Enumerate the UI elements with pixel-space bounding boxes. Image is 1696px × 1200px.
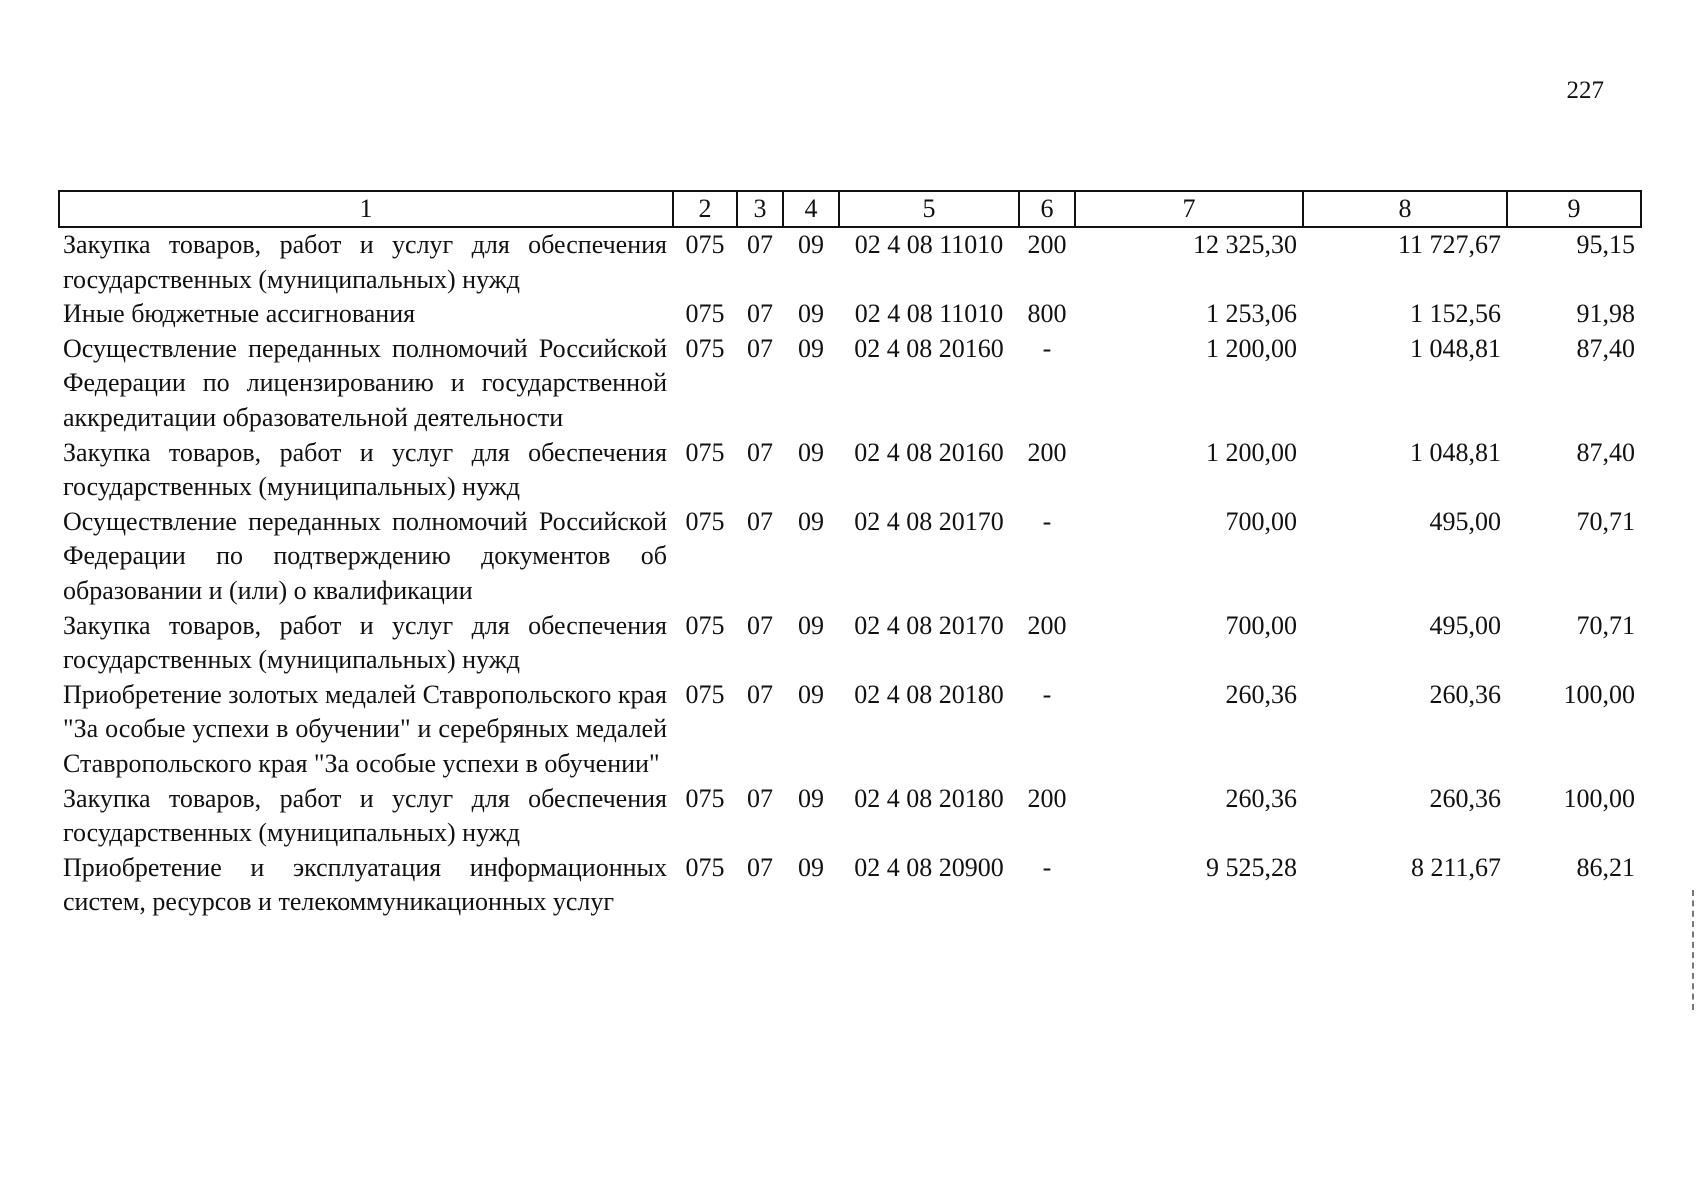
value-cell-7: 1 200,00 — [1206, 333, 1297, 363]
row-name-cell: Закупка товаров, работ и услуг для обеспечения государственных (муниципальных) нужд — [63, 783, 667, 848]
value-cell-9: 70,71 — [1576, 610, 1635, 640]
code-cell-6: - — [1042, 852, 1052, 882]
code-cell-6: - — [1042, 506, 1052, 536]
code-cell-2: 075 — [685, 610, 725, 640]
value-cell-8: 495,00 — [1429, 506, 1501, 536]
code-cell-4: 09 — [798, 230, 824, 259]
code-cell-3: 07 — [747, 506, 773, 536]
row-name-cell: Приобретение и эксплуатация информационных систем, ресурсов и телекоммуникационных услуг — [63, 852, 667, 917]
table-row — [59, 678, 1641, 782]
column-header-6: 6 — [1019, 191, 1075, 227]
code-cell-5: 02 4 08 11010 — [854, 230, 1004, 259]
value-cell-9: 100,00 — [1563, 783, 1635, 813]
table-row — [59, 505, 1641, 609]
code-cell-3: 07 — [747, 230, 773, 259]
value-cell-9: 70,71 — [1576, 506, 1635, 536]
table-row — [59, 782, 1641, 851]
column-header-3: 3 — [737, 191, 783, 227]
value-cell-9: 86,21 — [1576, 852, 1635, 882]
table-row — [59, 297, 1641, 332]
code-cell-3: 07 — [747, 783, 773, 813]
value-cell-9: 87,40 — [1576, 333, 1635, 363]
value-cell-8: 11 727,67 — [1397, 230, 1501, 259]
row-name-cell: Закупка товаров, работ и услуг для обеспечения государственных (муниципальных) нужд — [63, 610, 667, 675]
value-cell-7: 700,00 — [1225, 610, 1297, 640]
column-header-5: 5 — [839, 191, 1019, 227]
code-cell-2: 075 — [685, 506, 725, 536]
table-row — [59, 332, 1641, 436]
value-cell-8: 260,36 — [1429, 679, 1501, 709]
code-cell-2: 075 — [685, 299, 725, 329]
code-cell-3: 07 — [747, 333, 773, 363]
code-cell-6: 200 — [1027, 437, 1067, 467]
code-cell-3: 07 — [747, 299, 773, 329]
code-cell-5: 02 4 08 20180 — [854, 783, 1004, 813]
code-cell-4: 09 — [798, 783, 824, 813]
table-row — [59, 436, 1641, 505]
table-row — [59, 227, 1641, 297]
value-cell-8: 1 152,56 — [1410, 299, 1501, 329]
value-cell-8: 8 211,67 — [1410, 852, 1501, 882]
page-number: 227 — [1566, 77, 1604, 104]
value-cell-9: 95,15 — [1576, 230, 1635, 259]
code-cell-5: 02 4 08 20160 — [854, 437, 1004, 467]
value-cell-9: 100,00 — [1563, 679, 1635, 709]
code-cell-2: 075 — [685, 437, 725, 467]
code-cell-6: - — [1042, 333, 1052, 363]
code-cell-2: 075 — [685, 679, 725, 709]
code-cell-2: 075 — [685, 333, 725, 363]
row-name-cell: Закупка товаров, работ и услуг для обеспечения государственных (муниципальных) нужд — [63, 437, 667, 502]
value-cell-8: 260,36 — [1429, 783, 1501, 813]
value-cell-8: 1 048,81 — [1410, 437, 1501, 467]
table-row — [59, 609, 1641, 678]
table-row — [59, 851, 1641, 920]
value-cell-8: 495,00 — [1429, 610, 1501, 640]
column-header-9: 9 — [1507, 191, 1641, 227]
code-cell-5: 02 4 08 20170 — [854, 610, 1004, 640]
code-cell-3: 07 — [747, 679, 773, 709]
column-header-4: 4 — [783, 191, 839, 227]
code-cell-5: 02 4 08 20180 — [854, 679, 1004, 709]
value-cell-7: 1 253,06 — [1206, 299, 1297, 329]
code-cell-5: 02 4 08 20160 — [854, 333, 1004, 363]
value-cell-7: 9 525,28 — [1206, 852, 1297, 882]
code-cell-4: 09 — [798, 610, 824, 640]
row-name-cell: Осуществление переданных полномочий Российской Федерации по подтверждению документов об образовании и (или) о квалификации — [63, 506, 667, 605]
code-cell-2: 075 — [685, 852, 725, 882]
code-cell-3: 07 — [747, 852, 773, 882]
code-cell-3: 07 — [747, 610, 773, 640]
value-cell-7: 1 200,00 — [1206, 437, 1297, 467]
code-cell-4: 09 — [798, 333, 824, 363]
code-cell-4: 09 — [798, 299, 824, 329]
value-cell-9: 91,98 — [1576, 299, 1635, 329]
value-cell-7: 700,00 — [1225, 506, 1297, 536]
code-cell-6: 200 — [1027, 230, 1067, 259]
code-cell-2: 075 — [685, 230, 725, 259]
row-name-cell: Закупка товаров, работ и услуг для обеспечения государственных (муниципальных) нужд — [63, 230, 667, 294]
value-cell-8: 1 048,81 — [1410, 333, 1501, 363]
code-cell-3: 07 — [747, 437, 773, 467]
scan-edge-mark — [1692, 890, 1696, 1010]
row-name-cell: Иные бюджетные ассигнования — [63, 299, 416, 329]
code-cell-4: 09 — [798, 437, 824, 467]
column-header-7: 7 — [1075, 191, 1303, 227]
row-name-cell: Осуществление переданных полномочий Российской Федерации по лицензированию и государственной аккредитации образовательной деятельности — [63, 333, 667, 432]
code-cell-2: 075 — [685, 783, 725, 813]
column-header-8: 8 — [1303, 191, 1507, 227]
code-cell-5: 02 4 08 20170 — [854, 506, 1004, 536]
value-cell-7: 12 325,30 — [1193, 230, 1297, 259]
column-header-1: 1 — [59, 191, 673, 227]
code-cell-4: 09 — [798, 506, 824, 536]
table-body — [59, 227, 1641, 920]
value-cell-7: 260,36 — [1225, 783, 1297, 813]
code-cell-6: 200 — [1027, 783, 1067, 813]
value-cell-9: 87,40 — [1576, 437, 1635, 467]
code-cell-4: 09 — [798, 679, 824, 709]
code-cell-4: 09 — [798, 852, 824, 882]
code-cell-6: 800 — [1027, 299, 1067, 329]
code-cell-5: 02 4 08 20900 — [854, 852, 1004, 882]
code-cell-6: - — [1042, 679, 1052, 709]
code-cell-5: 02 4 08 11010 — [854, 299, 1004, 329]
value-cell-7: 260,36 — [1225, 679, 1297, 709]
header-row — [59, 191, 1641, 227]
code-cell-6: 200 — [1027, 610, 1067, 640]
row-name-cell: Приобретение золотых медалей Ставропольского края "За особые успехи в обучении" и серебряных медалей Ставропольского края "За особые успехи в обучении" — [63, 679, 667, 778]
budget-table — [58, 190, 1642, 920]
column-header-2: 2 — [673, 191, 737, 227]
